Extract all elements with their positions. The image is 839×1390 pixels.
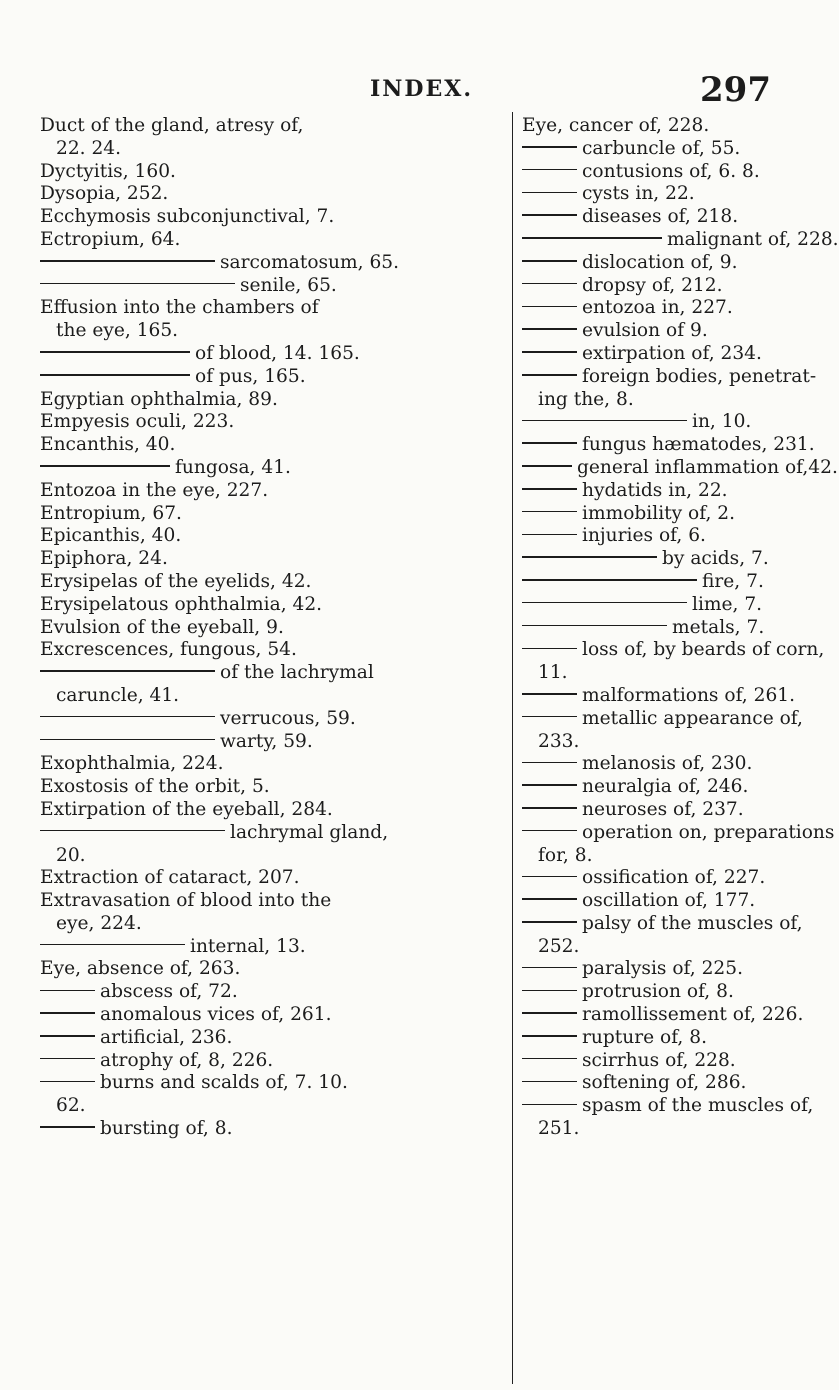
index-text: Eye, cancer of, 228. bbox=[522, 115, 710, 136]
index-subentry bbox=[40, 1118, 500, 1141]
ditto-dash bbox=[40, 830, 225, 832]
ditto-dash bbox=[522, 990, 577, 992]
index-subentry bbox=[522, 867, 792, 890]
index-subentry bbox=[522, 161, 792, 184]
ditto-dash bbox=[40, 465, 170, 467]
ditto-dash bbox=[522, 830, 577, 832]
index-subentry bbox=[522, 456, 838, 480]
index-text: anomalous vices of, 261. bbox=[100, 1004, 332, 1026]
ditto-dash bbox=[40, 739, 215, 741]
ditto-dash bbox=[522, 898, 577, 900]
index-subentry bbox=[40, 1050, 500, 1073]
page-title: INDEX. bbox=[370, 76, 473, 102]
index-text: general inflammation of,42. bbox=[577, 456, 838, 478]
ditto-dash bbox=[40, 944, 185, 946]
index-text: evulsion of 9. bbox=[582, 320, 708, 342]
index-subentry bbox=[40, 275, 500, 298]
ditto-dash bbox=[522, 192, 577, 194]
ditto-dash bbox=[522, 534, 577, 536]
index-text: rupture of, 8. bbox=[582, 1026, 707, 1048]
index-text: oscillation of, 177. bbox=[582, 890, 756, 912]
index-text: atrophy of, 8, 226. bbox=[100, 1049, 274, 1071]
ditto-dash bbox=[40, 260, 215, 262]
index-text: Entropium, 67. bbox=[40, 502, 182, 524]
ditto-dash bbox=[522, 579, 697, 581]
index-subentry bbox=[40, 1072, 500, 1095]
index-text: metals, 7. bbox=[672, 616, 765, 638]
index-continuation bbox=[522, 389, 792, 412]
index-subentry bbox=[522, 1004, 804, 1027]
index-text: internal, 13. bbox=[190, 935, 306, 957]
index-subentry bbox=[522, 183, 792, 206]
index-entry bbox=[40, 229, 500, 252]
index-text: Evulsion of the eyeball, 9. bbox=[40, 616, 284, 638]
index-text: 251. bbox=[538, 1118, 580, 1140]
index-subentry bbox=[522, 228, 839, 252]
index-subentry bbox=[522, 707, 803, 731]
index-text: Eye, absence of, 263. bbox=[40, 958, 241, 980]
index-text: senile, 65. bbox=[240, 274, 337, 296]
index-subentry bbox=[40, 366, 500, 389]
index-continuation bbox=[40, 913, 500, 936]
index-text: in, 10. bbox=[692, 411, 752, 433]
index-entry bbox=[40, 503, 500, 526]
index-subentry bbox=[522, 981, 792, 1004]
index-text: neuralgia of, 246. bbox=[582, 776, 749, 798]
index-text: loss of, by beards of corn, bbox=[582, 639, 825, 661]
index-subentry bbox=[522, 275, 792, 298]
index-subentry bbox=[522, 548, 792, 571]
index-continuation bbox=[40, 138, 500, 161]
index-continuation bbox=[40, 685, 500, 708]
index-entry bbox=[40, 297, 500, 320]
index-text: of blood, 14. 165. bbox=[195, 342, 360, 364]
ditto-dash bbox=[40, 374, 190, 376]
index-text: 252. bbox=[538, 935, 580, 957]
index-continuation bbox=[522, 1118, 792, 1141]
index-subentry bbox=[40, 708, 500, 731]
index-text: abscess of, 72. bbox=[100, 981, 238, 1003]
index-continuation bbox=[522, 662, 792, 685]
index-text: 233. bbox=[538, 730, 580, 752]
index-subentry bbox=[40, 981, 500, 1004]
index-text: melanosis of, 230. bbox=[582, 753, 753, 775]
index-subentry bbox=[40, 1004, 500, 1027]
index-entry bbox=[40, 434, 500, 457]
index-entry bbox=[522, 115, 792, 138]
ditto-dash bbox=[40, 716, 215, 718]
index-text: Extraction of cataract, 207. bbox=[40, 867, 300, 889]
index-subentry bbox=[522, 617, 792, 640]
index-text: Entozoa in the eye, 227. bbox=[40, 479, 269, 501]
ditto-dash bbox=[522, 921, 577, 923]
ditto-dash bbox=[522, 648, 577, 650]
index-text: 20. bbox=[56, 844, 86, 866]
index-text: Dyctyitis, 160. bbox=[40, 160, 176, 182]
index-text: Epicanthis, 40. bbox=[40, 525, 182, 547]
index-text: operation on, preparations bbox=[582, 821, 835, 843]
index-text: of pus, 165. bbox=[195, 365, 306, 387]
index-text: dropsy of, 212. bbox=[582, 274, 723, 296]
index-subentry bbox=[40, 936, 500, 959]
ditto-dash bbox=[522, 556, 657, 558]
index-continuation bbox=[522, 936, 792, 959]
index-entry bbox=[40, 571, 500, 594]
ditto-dash bbox=[522, 716, 577, 718]
index-text: injuries of, 6. bbox=[582, 525, 706, 547]
index-subentry bbox=[522, 799, 792, 822]
index-subentry bbox=[522, 411, 792, 434]
index-text: verrucous, 59. bbox=[220, 707, 356, 729]
index-entry bbox=[40, 480, 500, 503]
index-text: Exostosis of the orbit, 5. bbox=[40, 776, 270, 798]
ditto-dash bbox=[522, 876, 577, 878]
index-text: artificial, 236. bbox=[100, 1026, 233, 1048]
ditto-dash bbox=[522, 442, 577, 444]
index-entry bbox=[40, 958, 500, 981]
index-text: softening of, 286. bbox=[582, 1072, 747, 1094]
ditto-dash bbox=[522, 283, 577, 285]
ditto-dash bbox=[522, 1104, 577, 1106]
index-text: the eye, 165. bbox=[56, 320, 179, 342]
index-column-left bbox=[40, 115, 500, 1141]
index-text: malformations of, 261. bbox=[582, 684, 796, 706]
index-text: Extravasation of blood into the bbox=[40, 890, 332, 912]
column-divider bbox=[512, 112, 513, 1384]
index-text: by acids, 7. bbox=[662, 548, 769, 570]
index-entry bbox=[40, 411, 500, 434]
index-subentry bbox=[522, 776, 792, 799]
index-text: Epiphora, 24. bbox=[40, 548, 168, 570]
index-text: warty, 59. bbox=[220, 730, 313, 752]
index-text: fungus hæmatodes, 231. bbox=[582, 434, 815, 456]
ditto-dash bbox=[522, 1035, 577, 1037]
index-entry bbox=[40, 890, 500, 913]
index-subentry bbox=[522, 1095, 814, 1118]
index-text: extirpation of, 234. bbox=[582, 342, 762, 364]
index-text: ramollissement of, 226. bbox=[582, 1004, 804, 1026]
index-continuation bbox=[40, 320, 500, 343]
ditto-dash bbox=[522, 1081, 577, 1083]
index-subentry bbox=[40, 731, 500, 754]
index-text: Duct of the gland, atresy of, bbox=[40, 115, 304, 136]
index-subentry bbox=[522, 480, 792, 503]
index-subentry bbox=[40, 343, 500, 366]
index-entry bbox=[40, 594, 500, 617]
index-subentry bbox=[522, 297, 792, 320]
index-text: bursting of, 8. bbox=[100, 1118, 233, 1140]
index-text: Effusion into the chambers of bbox=[40, 297, 319, 319]
index-subentry bbox=[522, 594, 792, 617]
index-subentry bbox=[522, 821, 835, 845]
index-text: protrusion of, 8. bbox=[582, 981, 734, 1003]
ditto-dash bbox=[40, 990, 95, 992]
index-text: Extirpation of the eyeball, 284. bbox=[40, 798, 333, 820]
index-text: burns and scalds of, 7. 10. bbox=[100, 1072, 348, 1094]
ditto-dash bbox=[522, 169, 577, 171]
index-subentry bbox=[522, 206, 792, 229]
index-text: lachrymal gland, bbox=[230, 821, 389, 843]
ditto-dash bbox=[40, 1035, 95, 1037]
ditto-dash bbox=[522, 465, 572, 467]
index-text: contusions of, 6. 8. bbox=[582, 160, 760, 182]
index-continuation bbox=[40, 845, 500, 868]
page-number: 297 bbox=[700, 70, 771, 110]
index-entry bbox=[40, 525, 500, 548]
ditto-dash bbox=[522, 260, 577, 262]
index-text: 22. 24. bbox=[56, 137, 122, 159]
index-text: Encanthis, 40. bbox=[40, 434, 176, 456]
index-subentry bbox=[522, 571, 792, 594]
index-text: paralysis of, 225. bbox=[582, 958, 743, 980]
index-entry bbox=[40, 389, 500, 412]
index-text: metallic appearance of, bbox=[582, 707, 803, 729]
ditto-dash bbox=[522, 351, 577, 353]
index-text: for, 8. bbox=[538, 844, 593, 866]
index-subentry bbox=[40, 662, 500, 685]
index-text: 11. bbox=[538, 662, 568, 684]
index-subentry bbox=[522, 525, 792, 548]
ditto-dash bbox=[522, 784, 577, 786]
index-text: sarcomatosum, 65. bbox=[220, 251, 400, 273]
index-subentry bbox=[522, 912, 803, 936]
page-header bbox=[0, 70, 801, 110]
index-text: scirrhus of, 228. bbox=[582, 1049, 736, 1071]
index-subentry bbox=[522, 252, 792, 275]
index-subentry bbox=[40, 1027, 500, 1050]
index-text: ing the, 8. bbox=[538, 388, 634, 410]
ditto-dash bbox=[40, 670, 215, 672]
index-subentry bbox=[522, 343, 792, 366]
index-subentry bbox=[522, 753, 792, 776]
index-subentry bbox=[522, 1072, 792, 1095]
index-text: 62. bbox=[56, 1095, 86, 1117]
index-entry bbox=[40, 183, 500, 206]
index-text: foreign bodies, penetrat- bbox=[582, 365, 817, 387]
ditto-dash bbox=[40, 283, 235, 285]
ditto-dash bbox=[522, 762, 577, 764]
index-column-right bbox=[522, 115, 839, 1141]
index-subentry bbox=[522, 639, 825, 662]
index-entry bbox=[40, 867, 500, 890]
ditto-dash bbox=[522, 1012, 577, 1014]
index-continuation bbox=[522, 731, 792, 754]
ditto-dash bbox=[522, 146, 577, 148]
index-text: dislocation of, 9. bbox=[582, 251, 738, 273]
index-subentry bbox=[522, 434, 815, 457]
ditto-dash bbox=[522, 237, 662, 239]
index-entry bbox=[40, 548, 500, 571]
index-entry bbox=[40, 617, 500, 640]
index-entry bbox=[40, 799, 500, 822]
ditto-dash bbox=[522, 420, 687, 422]
index-text: eye, 224. bbox=[56, 912, 142, 934]
index-text: hydatids in, 22. bbox=[582, 479, 728, 501]
index-text: diseases of, 218. bbox=[582, 206, 739, 228]
index-continuation bbox=[40, 1095, 500, 1118]
index-text: Dysopia, 252. bbox=[40, 183, 169, 205]
ditto-dash bbox=[40, 1012, 95, 1014]
index-subentry bbox=[522, 503, 792, 526]
index-text: Exophthalmia, 224. bbox=[40, 753, 224, 775]
index-entry bbox=[40, 753, 500, 776]
index-subentry bbox=[522, 365, 817, 389]
index-text: neuroses of, 237. bbox=[582, 798, 744, 820]
ditto-dash bbox=[522, 967, 577, 969]
index-subentry bbox=[522, 1027, 792, 1050]
ditto-dash bbox=[522, 693, 577, 695]
ditto-dash bbox=[522, 488, 577, 490]
ditto-dash bbox=[522, 214, 577, 216]
index-text: caruncle, 41. bbox=[56, 684, 180, 706]
index-continuation bbox=[522, 845, 792, 868]
index-text: lime, 7. bbox=[692, 593, 763, 615]
ditto-dash bbox=[522, 602, 687, 604]
ditto-dash bbox=[522, 306, 577, 308]
index-subentry bbox=[522, 138, 792, 161]
index-text: immobility of, 2. bbox=[582, 502, 736, 524]
ditto-dash bbox=[522, 328, 577, 330]
ditto-dash bbox=[522, 511, 577, 513]
index-entry bbox=[40, 639, 500, 662]
index-text: Empyesis oculi, 223. bbox=[40, 411, 235, 433]
index-text: fungosa, 41. bbox=[175, 456, 291, 478]
ditto-dash bbox=[40, 1058, 95, 1060]
index-entry bbox=[40, 776, 500, 799]
index-text: fire, 7. bbox=[702, 570, 764, 592]
index-text: of the lachrymal bbox=[220, 662, 374, 684]
index-subentry bbox=[522, 684, 796, 708]
index-text: Erysipelatous ophthalmia, 42. bbox=[40, 593, 323, 615]
index-text: Erysipelas of the eyelids, 42. bbox=[40, 570, 312, 592]
index-text: entozoa in, 227. bbox=[582, 297, 733, 319]
ditto-dash bbox=[522, 625, 667, 627]
index-text: Ectropium, 64. bbox=[40, 228, 181, 250]
index-subentry bbox=[522, 320, 792, 343]
index-text: ossification of, 227. bbox=[582, 867, 766, 889]
index-text: Egyptian ophthalmia, 89. bbox=[40, 388, 278, 410]
index-text: palsy of the muscles of, bbox=[582, 912, 803, 934]
index-text: Ecchymosis subconjunctival, 7. bbox=[40, 206, 335, 228]
index-text: cysts in, 22. bbox=[582, 183, 695, 205]
index-subentry bbox=[522, 890, 792, 913]
ditto-dash bbox=[522, 807, 577, 809]
index-subentry bbox=[522, 958, 792, 981]
ditto-dash bbox=[522, 374, 577, 376]
ditto-dash bbox=[40, 1081, 95, 1083]
index-subentry bbox=[40, 822, 500, 845]
index-text: carbuncle of, 55. bbox=[582, 137, 741, 159]
ditto-dash bbox=[40, 351, 190, 353]
index-subentry bbox=[40, 457, 500, 480]
index-entry bbox=[40, 115, 500, 138]
index-text: malignant of, 228. bbox=[667, 228, 839, 250]
index-entry bbox=[40, 206, 500, 229]
index-entry bbox=[40, 161, 500, 184]
index-subentry bbox=[522, 1050, 792, 1073]
index-text: spasm of the muscles of, bbox=[582, 1095, 814, 1117]
index-subentry bbox=[40, 252, 500, 275]
index-text: Excrescences, fungous, 54. bbox=[40, 639, 297, 661]
ditto-dash bbox=[522, 1058, 577, 1060]
ditto-dash bbox=[40, 1126, 95, 1128]
